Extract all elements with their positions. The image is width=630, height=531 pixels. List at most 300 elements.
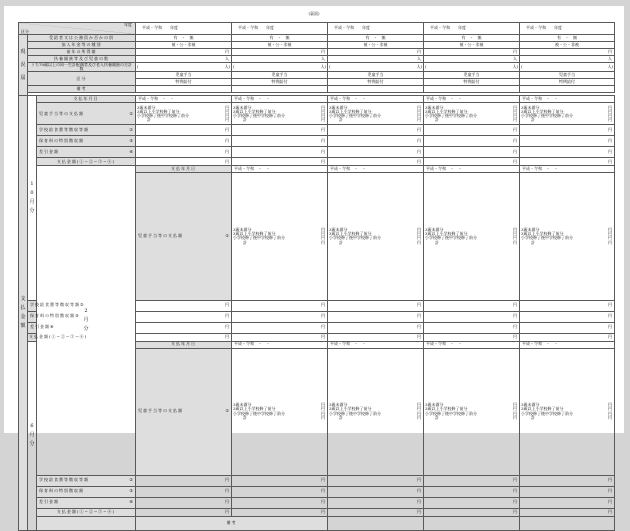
sashihiki-cell[interactable]: [520, 147, 615, 158]
yen: 円: [513, 158, 518, 164]
umu-cell[interactable]: [520, 35, 615, 42]
umu-cell[interactable]: [136, 35, 232, 42]
final-left: [37, 516, 136, 530]
yen: 円: [513, 410, 518, 416]
month-label-char: 1: [30, 180, 34, 187]
row-kyushoku-label: [37, 475, 136, 486]
breakdown-cell[interactable]: [424, 173, 520, 300]
month-label: [28, 96, 37, 300]
date-cell[interactable]: [328, 96, 424, 103]
total-cell[interactable]: [232, 508, 328, 516]
total-cell[interactable]: [136, 333, 232, 341]
yen: 円: [608, 499, 613, 505]
kyushoku-cell[interactable]: [136, 475, 232, 486]
yen: 円: [321, 149, 326, 155]
jido-cell[interactable]: [424, 72, 520, 79]
kyushoku-cell[interactable]: [328, 300, 424, 311]
biko-cell[interactable]: [232, 86, 328, 93]
yen: 円: [417, 104, 422, 110]
paren: 人): [416, 64, 423, 70]
total-cell[interactable]: [328, 333, 424, 341]
breakdown-cell[interactable]: [520, 173, 615, 300]
b4: 計: [531, 239, 536, 245]
b2: 3歳以上小学校修了前分: [425, 231, 468, 237]
row-hoiku-label: [28, 311, 79, 322]
hoiku-cell[interactable]: [424, 136, 520, 147]
fuyo-cell[interactable]: [136, 56, 232, 63]
breakdown-cell[interactable]: [520, 348, 615, 475]
b4: 計: [339, 414, 344, 420]
yen: 円: [513, 104, 518, 110]
month-label-char: 分: [29, 207, 35, 214]
tokurei: 特例給付: [175, 79, 192, 85]
hoiku-cell[interactable]: [136, 486, 232, 497]
year-cell[interactable]: [328, 23, 424, 35]
hoiku-cell[interactable]: [232, 486, 328, 497]
jido-cell[interactable]: [232, 72, 328, 79]
paren: 人): [224, 64, 231, 70]
b1: 3歳未満分: [137, 104, 156, 110]
final-biko-cell[interactable]: [424, 516, 520, 530]
yen: 円: [608, 414, 613, 420]
b2: 3歳以上小学校修了前分: [521, 406, 564, 412]
yen: 円: [608, 117, 613, 123]
biko-cell[interactable]: [520, 86, 615, 93]
b1: 3歳未満分: [329, 227, 348, 233]
b3: 小学校修了後中学校修了前分: [329, 410, 382, 416]
b4: 計: [435, 414, 440, 420]
date: 平成・令和 ・ ・: [522, 341, 559, 347]
shotoku-cell[interactable]: [328, 49, 424, 56]
yen: 円: [417, 499, 422, 505]
label: 支払年月日: [73, 96, 99, 102]
sashihiki-cell[interactable]: [328, 147, 424, 158]
label: 児童手当等の支払額: [138, 408, 184, 414]
b1: 3歳未満分: [329, 402, 348, 408]
hoiku-cell[interactable]: [328, 136, 424, 147]
report-table: [18, 22, 615, 531]
hoiku-cell[interactable]: [136, 136, 232, 147]
date-cell[interactable]: [328, 166, 424, 173]
umu-cell[interactable]: [328, 35, 424, 42]
total-cell[interactable]: [232, 158, 328, 166]
fuyo-cell[interactable]: [328, 56, 424, 63]
label: 児童手当等の支払額: [138, 233, 184, 239]
yen: 円: [417, 239, 422, 245]
biko-cell[interactable]: [328, 86, 424, 93]
b3: 小学校修了後中学校修了前分: [329, 112, 382, 118]
yen: 円: [513, 302, 518, 308]
label: 受給者又は公務員か否かの別: [49, 34, 114, 40]
date-cell[interactable]: [136, 96, 232, 103]
yen: 円: [513, 488, 518, 494]
hoiku-cell[interactable]: [424, 311, 520, 322]
yen: 円: [225, 138, 230, 144]
date-cell[interactable]: [520, 341, 615, 348]
yen: 円: [608, 112, 613, 118]
label: 備考: [76, 86, 87, 92]
hoiku-cell[interactable]: [520, 136, 615, 147]
hi-cell[interactable]: [232, 42, 328, 49]
date-cell[interactable]: [424, 341, 520, 348]
yen: 円: [513, 149, 518, 155]
breakdown-cell[interactable]: [328, 103, 424, 125]
year-cell[interactable]: [424, 23, 520, 35]
b1: 3歳未満分: [329, 104, 348, 110]
jido: 児童手当: [367, 72, 384, 78]
section-shiharai-label-char: 額: [20, 323, 26, 329]
date: 平成・令和 ・ ・: [426, 96, 463, 102]
yen: 円: [513, 414, 518, 420]
kyushoku-cell[interactable]: [424, 475, 520, 486]
tokurei-cell[interactable]: [232, 79, 328, 86]
hoiku-cell[interactable]: [424, 486, 520, 497]
month-label: [28, 341, 37, 530]
kyushoku-cell[interactable]: [520, 125, 615, 136]
kyushoku-cell[interactable]: [424, 300, 520, 311]
hoiku-cell[interactable]: [520, 311, 615, 322]
date: 平成・令和 ・ ・: [330, 341, 367, 347]
total-cell[interactable]: [520, 333, 615, 341]
b4: 計: [435, 239, 440, 245]
total-cell[interactable]: [136, 508, 232, 516]
sashihiki-cell[interactable]: [328, 497, 424, 508]
yen: 円: [225, 104, 230, 110]
hi-cell[interactable]: [328, 42, 424, 49]
date: 平成・令和 ・ ・: [522, 166, 559, 172]
roujin-cell[interactable]: [328, 63, 424, 72]
sashihiki-cell[interactable]: [424, 147, 520, 158]
label: 保育料の特別徴収額: [39, 138, 84, 144]
b1: 3歳未満分: [425, 227, 444, 233]
yen: 円: [417, 138, 422, 144]
b2: 3歳以上小学校修了前分: [233, 108, 276, 114]
sashihiki-cell[interactable]: [232, 497, 328, 508]
yen: 円: [417, 333, 422, 339]
num: ④: [129, 499, 134, 505]
yen: 円: [417, 313, 422, 319]
total-cell[interactable]: [520, 158, 615, 166]
sashihiki-cell[interactable]: [424, 497, 520, 508]
shotoku-cell[interactable]: [232, 49, 328, 56]
sashihiki-cell[interactable]: [136, 147, 232, 158]
fuyo-cell[interactable]: [424, 56, 520, 63]
hi-text: 被・公・非被: [555, 41, 580, 47]
b2: 3歳以上小学校修了前分: [425, 406, 468, 412]
breakdown-cell[interactable]: [328, 173, 424, 300]
date: 平成・令和 ・ ・: [138, 96, 175, 102]
row-hi-label: [28, 42, 136, 49]
roujin-cell[interactable]: [424, 63, 520, 72]
hoiku-cell[interactable]: [520, 486, 615, 497]
breakdown-cell[interactable]: [328, 348, 424, 475]
yen: 円: [225, 158, 230, 164]
biko-cell[interactable]: [424, 86, 520, 93]
row-kyushoku-label: [37, 125, 136, 136]
fuyo-cell[interactable]: [232, 56, 328, 63]
breakdown-cell[interactable]: [520, 103, 615, 125]
umu-cell[interactable]: [424, 35, 520, 42]
kyushoku-cell[interactable]: [232, 475, 328, 486]
b1: 3歳未満分: [425, 402, 444, 408]
section-genkyo-label-char: 況: [20, 61, 26, 68]
month-label-char: 分: [83, 326, 89, 332]
yen: 円: [321, 324, 326, 330]
date: 平成・令和 ・ ・: [426, 166, 463, 172]
b2: 3歳以上小学校修了前分: [521, 231, 564, 237]
yen: 円: [608, 231, 613, 237]
yen: 円: [513, 127, 518, 133]
yen: 円: [608, 239, 613, 245]
yen: 円: [417, 48, 422, 54]
yen: 円: [225, 324, 230, 330]
sashihiki-cell[interactable]: [328, 322, 424, 333]
yen: 円: [513, 117, 518, 123]
roujin-cell[interactable]: [136, 63, 232, 72]
tokurei-cell[interactable]: [520, 79, 615, 86]
yen: 円: [321, 302, 326, 308]
sashihiki-cell[interactable]: [232, 322, 328, 333]
yen: 円: [417, 406, 422, 412]
umu-text: 有 ・ 無: [173, 34, 194, 40]
yen: 円: [417, 158, 422, 164]
yen: 円: [608, 410, 613, 416]
yen: 円: [417, 477, 422, 483]
nin: 人: [321, 55, 326, 61]
final-biko-cell[interactable]: [520, 516, 615, 530]
label: 支払金額(①−②−③−④): [56, 158, 116, 164]
year-cell[interactable]: [136, 23, 232, 35]
hi-text: 被・公・非被: [267, 41, 292, 47]
tokurei-cell[interactable]: [136, 79, 232, 86]
label: 差引金額: [30, 324, 50, 330]
yen: 円: [225, 477, 230, 483]
yen: 円: [321, 235, 326, 241]
section-genkyo-label-char: 現: [20, 48, 26, 55]
sashihiki-cell[interactable]: [520, 497, 615, 508]
b3: 小学校修了後中学校修了前分: [521, 235, 574, 241]
section-shiharai-label-char: 払: [20, 305, 26, 311]
yen: 円: [225, 108, 230, 114]
hoiku-cell[interactable]: [136, 311, 232, 322]
date-cell[interactable]: [424, 96, 520, 103]
sashihiki-cell[interactable]: [136, 322, 232, 333]
date: 平成・令和 ・ ・: [426, 341, 463, 347]
section-genkyo-label-char: 届: [20, 74, 26, 81]
yen: 円: [225, 48, 230, 54]
b3: 小学校修了後中学校修了前分: [329, 235, 382, 241]
row-roujin-label: [28, 63, 136, 72]
date: 平成・令和 ・ ・: [330, 166, 367, 172]
month-label: [37, 166, 136, 475]
total-cell[interactable]: [328, 158, 424, 166]
roujin-cell[interactable]: [520, 63, 615, 72]
b2: 3歳以上小学校修了前分: [521, 108, 564, 114]
row-tokurei-label: [28, 35, 136, 42]
month-label-char: 6: [30, 423, 34, 430]
shotoku-cell[interactable]: [136, 49, 232, 56]
date-cell[interactable]: [424, 166, 520, 173]
breakdown-cell[interactable]: [424, 103, 520, 125]
jido-cell[interactable]: [328, 72, 424, 79]
year-cell-text: 平成・令和 年度: [526, 25, 563, 31]
yen: 円: [608, 235, 613, 241]
yen: 円: [513, 231, 518, 237]
section-shiharai-label-char: 支: [20, 296, 26, 302]
hoiku-cell[interactable]: [232, 136, 328, 147]
yen: 円: [417, 108, 422, 114]
yen: 円: [608, 227, 613, 233]
num: ④: [129, 149, 134, 155]
shotoku-cell[interactable]: [520, 49, 615, 56]
month-label-char: 月: [29, 198, 35, 205]
row-jido-label: [136, 348, 232, 475]
row-sashihiki-label: [37, 147, 136, 158]
yen: 円: [321, 48, 326, 54]
breakdown-cell[interactable]: [232, 348, 328, 475]
total-cell[interactable]: [232, 333, 328, 341]
umu-cell[interactable]: [232, 35, 328, 42]
total-cell[interactable]: [424, 333, 520, 341]
hi-text: 被・公・非被: [459, 41, 484, 47]
yen: 円: [321, 231, 326, 237]
label: 支払年月日: [171, 166, 197, 172]
year-cell[interactable]: [232, 23, 328, 35]
biko-cell[interactable]: [136, 86, 232, 93]
year-cell-text: 平成・令和 年度: [142, 25, 179, 31]
yen: 円: [321, 138, 326, 144]
b3: 小学校修了後中学校修了前分: [137, 112, 190, 118]
total-cell[interactable]: [424, 508, 520, 516]
section-shiharai-label: [20, 295, 26, 331]
sashihiki-cell[interactable]: [136, 497, 232, 508]
roujin-cell[interactable]: [232, 63, 328, 72]
kyushoku-cell[interactable]: [136, 300, 232, 311]
breakdown-cell[interactable]: [232, 173, 328, 300]
sashihiki-cell[interactable]: [232, 147, 328, 158]
year-cell[interactable]: [520, 23, 615, 35]
tokurei-cell[interactable]: [424, 79, 520, 86]
breakdown-cell[interactable]: [136, 103, 232, 125]
label: 備考: [226, 519, 237, 525]
shotoku-cell[interactable]: [424, 49, 520, 56]
yen: 円: [321, 108, 326, 114]
num: ②: [129, 127, 134, 133]
kyushoku-cell[interactable]: [232, 300, 328, 311]
final-biko-cell[interactable]: [328, 516, 424, 530]
kyushoku-cell[interactable]: [328, 475, 424, 486]
b2: 3歳以上小学校修了前分: [425, 108, 468, 114]
yen: 円: [513, 227, 518, 233]
b2: 3歳以上小学校修了前分: [233, 406, 276, 412]
date-cell[interactable]: [232, 341, 328, 348]
yen: 円: [608, 127, 613, 133]
label: 児童手当等の支払額: [39, 110, 84, 116]
b1: 3歳未満分: [233, 104, 252, 110]
header-nendo: 年度: [124, 22, 133, 27]
kyushoku-cell[interactable]: [232, 125, 328, 136]
row-kyushoku-label: [28, 300, 84, 311]
date-cell[interactable]: [232, 166, 328, 173]
total-cell[interactable]: [136, 158, 232, 166]
label: 保育料の特別徴収額: [39, 488, 84, 494]
row-kubun-label: [28, 72, 136, 86]
label: 支払金額(①−②−③−④): [56, 508, 116, 514]
nin: 人: [513, 55, 518, 61]
date-cell[interactable]: [520, 166, 615, 173]
yen: 円: [321, 127, 326, 133]
jido: 児童手当: [175, 72, 192, 78]
b1: 3歳未満分: [233, 227, 252, 233]
yen: 円: [225, 127, 230, 133]
hoiku-cell[interactable]: [232, 311, 328, 322]
num: ②: [129, 477, 134, 483]
breakdown-cell[interactable]: [232, 103, 328, 125]
total-cell[interactable]: [520, 508, 615, 516]
kyushoku-cell[interactable]: [328, 125, 424, 136]
b3: 小学校修了後中学校修了前分: [233, 410, 286, 416]
total-cell[interactable]: [424, 158, 520, 166]
jido-cell[interactable]: [136, 72, 232, 79]
date-cell[interactable]: [232, 96, 328, 103]
tokurei-cell[interactable]: [328, 79, 424, 86]
kyushoku-cell[interactable]: [136, 125, 232, 136]
sashihiki-cell[interactable]: [520, 322, 615, 333]
row-date-label: [136, 166, 232, 173]
date-cell[interactable]: [520, 96, 615, 103]
yen: 円: [608, 324, 613, 330]
breakdown-cell[interactable]: [424, 348, 520, 475]
jido: 児童手当: [271, 72, 288, 78]
yen: 円: [417, 508, 422, 514]
label: うち70歳以上の同一生計配偶者及び老人扶養親族の合計数: [30, 62, 133, 72]
b3: 小学校修了後中学校修了前分: [233, 235, 286, 241]
label: 加入年金等の種別: [61, 41, 102, 47]
yen: 円: [321, 117, 326, 123]
row-sashihiki-label: [37, 497, 136, 508]
jido-cell[interactable]: [520, 72, 615, 79]
hoiku-cell[interactable]: [328, 311, 424, 322]
umu-text: 有 ・ 無: [365, 34, 386, 40]
date-cell[interactable]: [328, 341, 424, 348]
yen: 円: [513, 333, 518, 339]
yen: 円: [608, 108, 613, 114]
year-cell-text: 平成・令和 年度: [430, 25, 467, 31]
sashihiki-cell[interactable]: [424, 322, 520, 333]
yen: 円: [513, 239, 518, 245]
kyushoku-cell[interactable]: [520, 475, 615, 486]
yen: 円: [321, 112, 326, 118]
b4: 計: [531, 117, 536, 123]
month-label-char: 分: [29, 441, 35, 448]
kyushoku-cell[interactable]: [424, 125, 520, 136]
total-cell[interactable]: [328, 508, 424, 516]
label: 差引金額: [39, 149, 59, 155]
umu-text: 有 ・ 無: [269, 34, 290, 40]
hoiku-cell[interactable]: [328, 486, 424, 497]
fuyo-cell[interactable]: [520, 56, 615, 63]
row-biko-label: [28, 86, 136, 93]
hi-cell[interactable]: [520, 42, 615, 49]
hi-cell[interactable]: [136, 42, 232, 49]
label: 前年の所得額: [66, 48, 97, 54]
paren: (: [137, 64, 139, 70]
kyushoku-cell[interactable]: [520, 300, 615, 311]
yen: 円: [225, 112, 230, 118]
yen: 円: [321, 499, 326, 505]
year-cell-text: 平成・令和 年度: [334, 25, 371, 31]
hi-cell[interactable]: [424, 42, 520, 49]
